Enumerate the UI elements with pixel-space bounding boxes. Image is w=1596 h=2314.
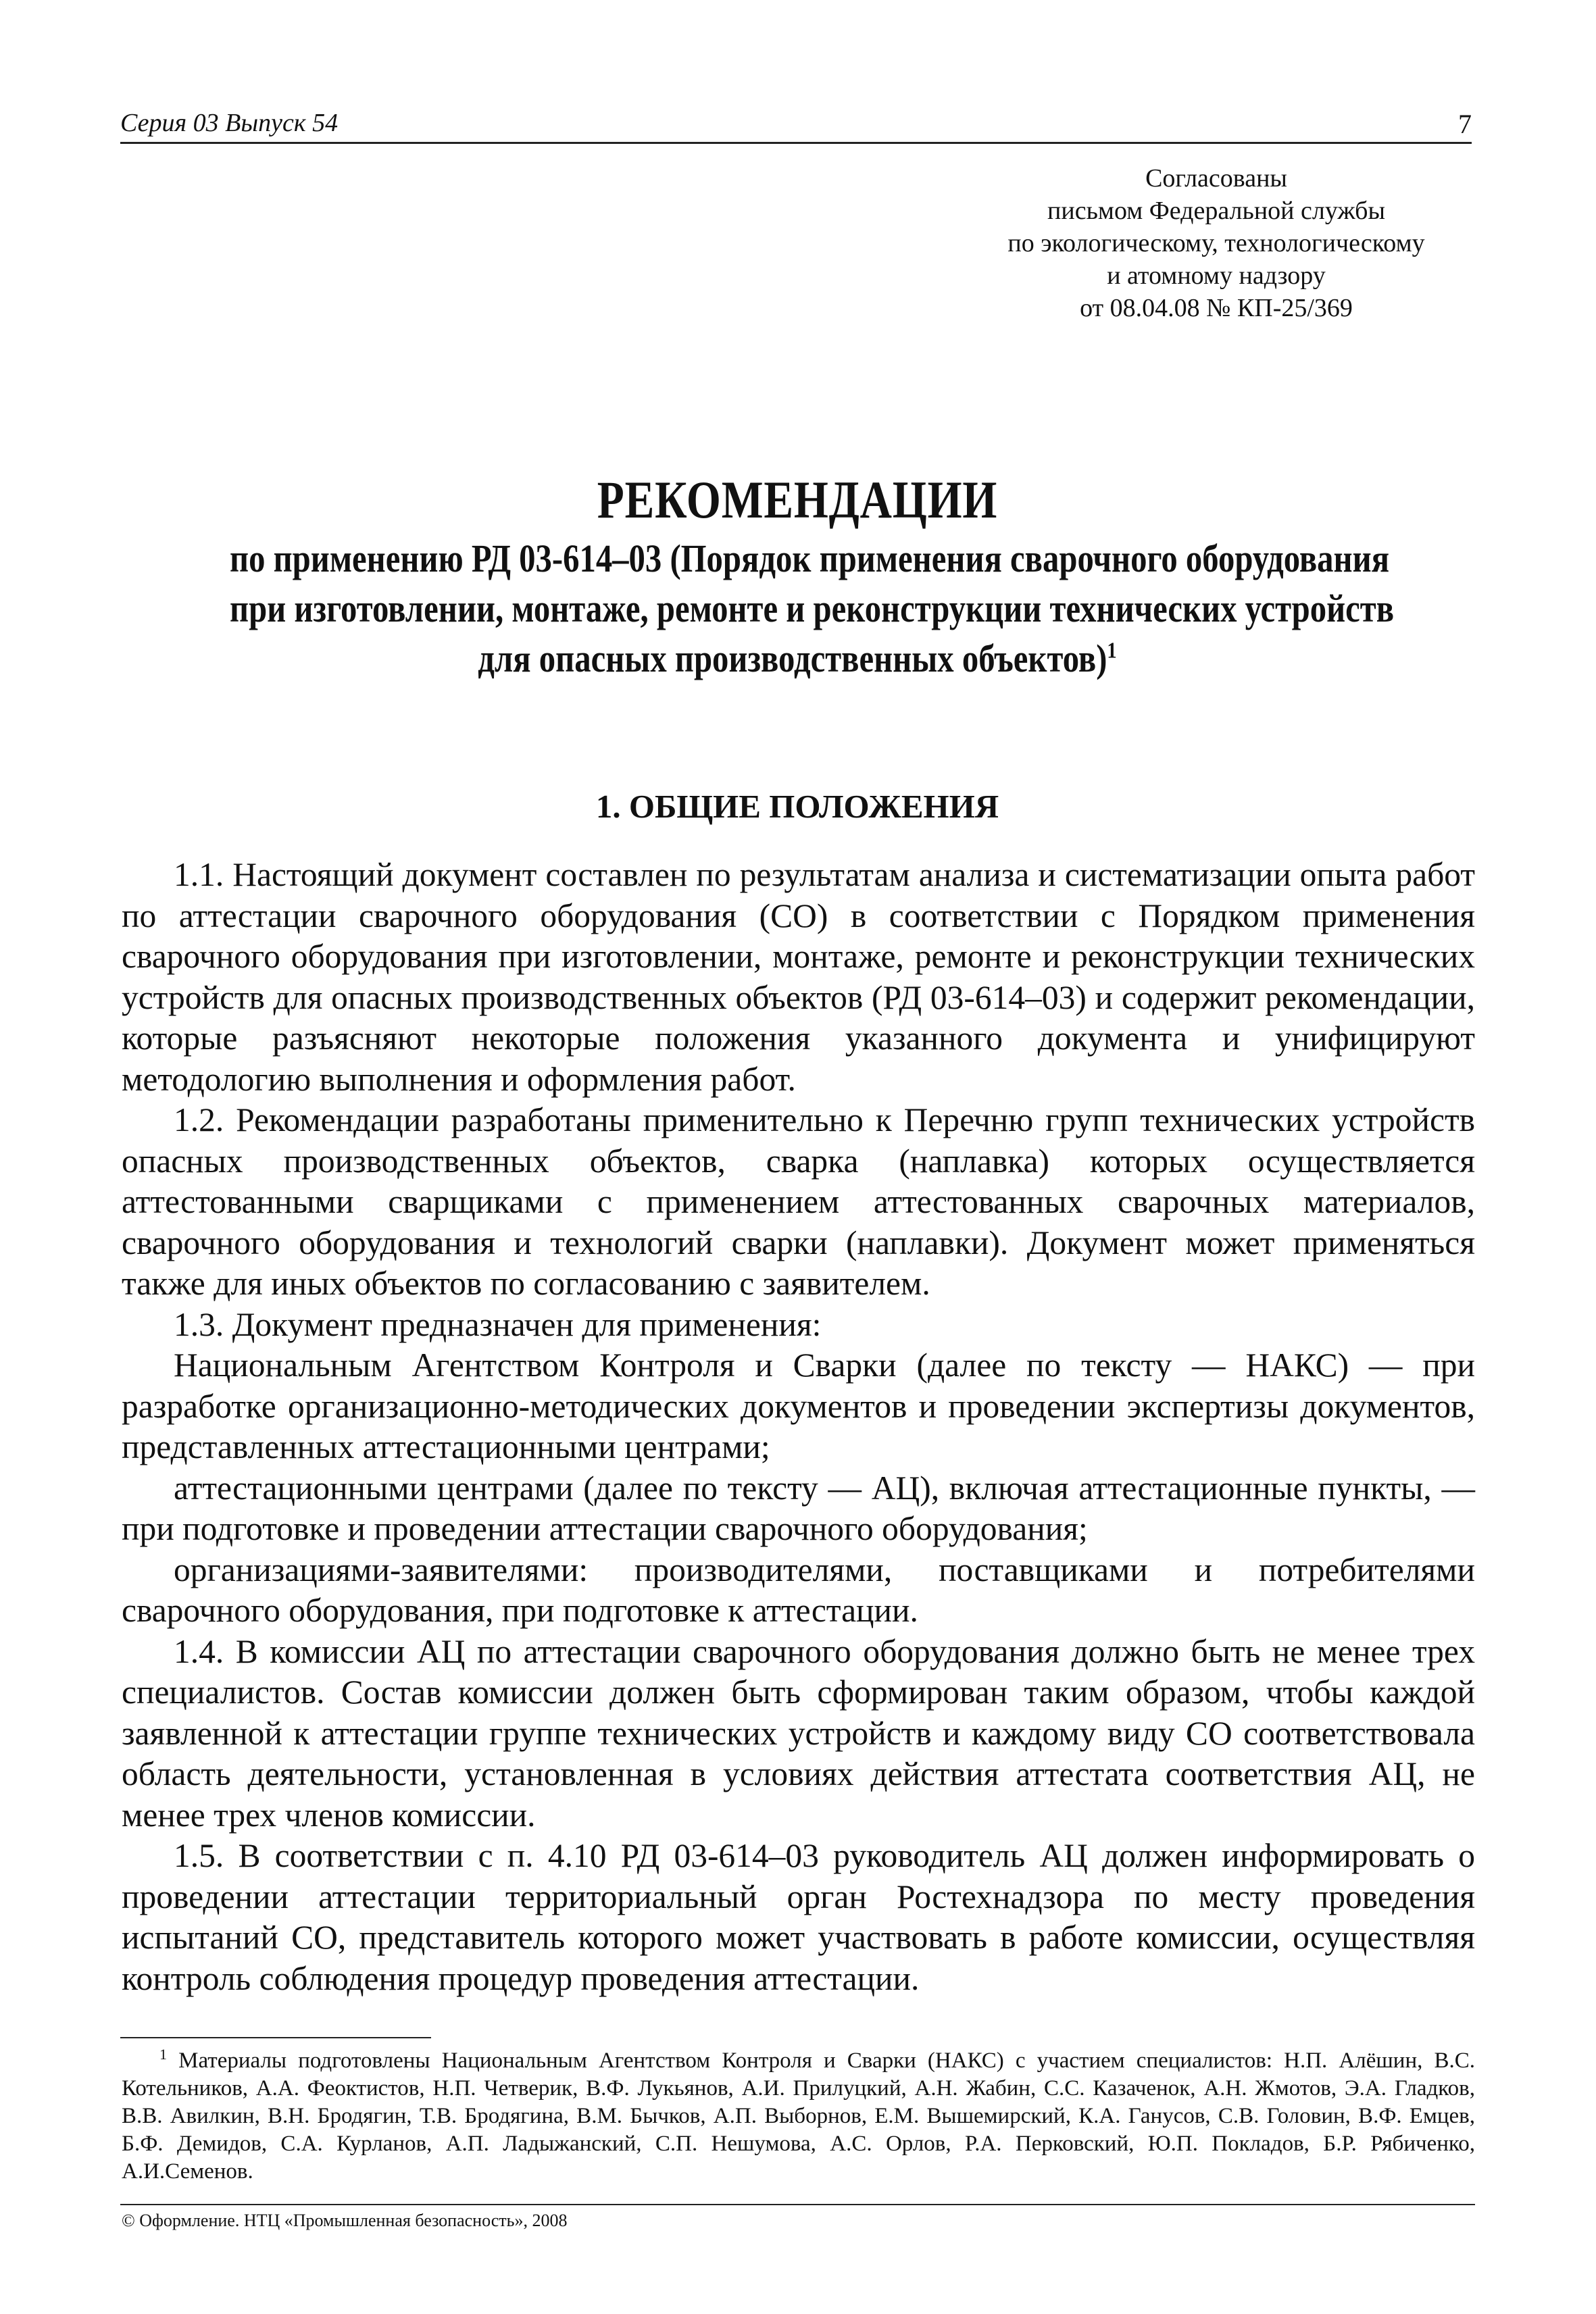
- footnote-text: Материалы подготовлены Национальным Агентством Контроля и Сварки (НАКС) с участием специалистов: Н.П. Алёшин, В.С. Котельников, А.А. Феоктистов, Н.П. Четверик, В.Ф. Лукьянов, А.И. Прилуцкий, А.Н. Жабин, С.С. Казаченок, А.Н. Жмотов, Э.А. Гладков, В.В. Авилкин, В.Н. Бродягин, Т.В. Бродягина, В.М. Бычков, А.П. Выборнов, Е.М. Вышемирский, К.А. Ганусов, С.В. Головин, В.Ф. Емцев, Б.Ф. Демидов, С.А. Курланов, А.П. Ладыжанский, С.П. Нешумова, А.С. Орлов, Р.А. Перковский, Ю.П. Покладов, Б.Р. Рябиченко, А.И.Семенов.: [122, 2048, 1476, 2184]
- paragraph: 1.4. В комиссии АЦ по аттестации сварочного оборудования должно быть не менее трех специалистов. Состав комиссии должен быть сформирован таким образом, чтобы каждой заявленной к аттестации группе технических устройств и каждому виду СО соответствовала область деятельности, установленная в условиях действия аттестата соответствия АЦ, не менее трех членов комиссии.: [122, 1632, 1475, 1834]
- running-header: [120, 108, 1472, 144]
- series-label: Серия 03 Выпуск 54: [120, 109, 339, 137]
- approval-block: [946, 162, 1487, 324]
- approval-line: и атомному надзору: [1107, 261, 1326, 290]
- paragraph: аттестационными центрами (далее по тексту — АЦ), включая аттестационные пункты, — при подготовке и проведении аттестации сварочного оборудования;: [122, 1469, 1475, 1547]
- title-subline: по применению РД 03-614–03 (Порядок применения сварочного оборудования: [230, 536, 1390, 580]
- footnote-divider: [120, 2037, 431, 2038]
- paragraph: 1.1. Настоящий документ составлен по результатам анализа и систематизации опыта работ по аттестации сварочного оборудования (СО) в соответствии с Порядком применения сварочного оборудования при изготовлении, монтаже, ремонте и реконструкции технических устройств для опасных производственных объектов (РД 03-614–03) и содержит рекомендации, которые разъясняют некоторые положения указанного документа и унифицируют методологию выполнения и оформления работ.: [122, 856, 1475, 1098]
- approval-line: Согласованы: [1145, 164, 1287, 193]
- document-title: [122, 466, 1473, 684]
- paragraph: Национальным Агентством Контроля и Сварки (далее по тексту — НАКС) — при разработке организационно-методических документов и проведении экспертизы документов, представленных аттестационными центрами;: [122, 1347, 1475, 1465]
- body-text: [122, 855, 1475, 1999]
- paragraph: организациями-заявителями: производителями, поставщиками и потребителями сварочного оборудования, при подготовке к аттестации.: [122, 1551, 1475, 1629]
- title-subline-text: для опасных производственных объектов): [478, 636, 1107, 680]
- approval-line: письмом Федеральной службы: [1047, 197, 1385, 225]
- footnote: [122, 2047, 1475, 2186]
- title-subline: при изготовлении, монтаже, ремонте и реконструкции технических устройств: [230, 586, 1395, 630]
- section-heading: 1. ОБЩИЕ ПОЛОЖЕНИЯ: [595, 788, 999, 825]
- approval-line: от 08.04.08 № КП-25/369: [1080, 294, 1353, 322]
- title-footnote-mark: 1: [1107, 638, 1117, 663]
- footer-copyright: © Оформление. НТЦ «Промышленная безопасность», 2008: [122, 2211, 568, 2230]
- title-subline-last: [230, 634, 1365, 684]
- paragraph: 1.5. В соответствии с п. 4.10 РД 03-614–03 руководитель АЦ должен информировать о проведении аттестации территориальный орган Ростехнадзора по месту проведения испытаний СО, представитель которого может участвовать в работе комиссии, осуществляя контроль соблюдения процедур проведения аттестации.: [122, 1837, 1475, 1997]
- paragraph: 1.3. Документ предназначен для применения:: [174, 1305, 822, 1343]
- title-main: РЕКОМЕНДАЦИИ: [597, 470, 998, 529]
- footer-divider: [120, 2204, 1475, 2205]
- footnote-mark: 1: [159, 2046, 167, 2063]
- paragraph: 1.2. Рекомендации разработаны применительно к Перечню групп технических устройств опасных производственных объектов, сварка (наплавка) которых осуществляется аттестованными сварщиками с применением аттестованных сварочных материалов, сварочного оборудования и технологий сварки (наплавки). Документ может применяться также для иных объектов по согласованию с заявителем.: [122, 1101, 1475, 1302]
- page-number: 7: [1458, 109, 1472, 139]
- approval-line: по экологическому, технологическому: [1007, 229, 1425, 257]
